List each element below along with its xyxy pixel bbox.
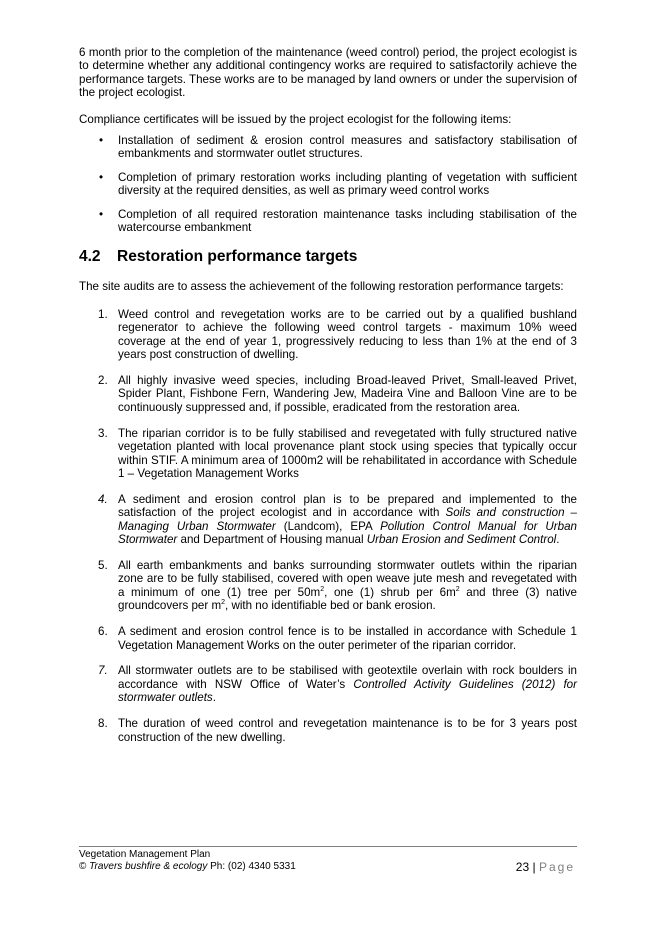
paragraph-intro: The site audits are to assess the achievement of the following restoration performance targets: (79, 280, 564, 294)
paragraph-contingency: 6 month prior to the completion of the maintenance (weed control) period, the project ecologist is to determine whether any additional contingency works are required to satisfactorily achieve the performance targets. These works are to be managed by land owners or under the supervision of the project ecologist. (79, 46, 577, 100)
bullet-icon: • (99, 134, 104, 148)
list-item: 1. Weed control and revegetation works are to be carried out by a qualified bushland regenerator to achieve the following weed control targets - maximum 10% weed coverage at the end of year 1, progressively reducing to less than 1% at the end of 3 years post construction of dwelling. (98, 307, 577, 362)
footer-company: Travers bushfire & ecology (89, 861, 208, 872)
footer-phone: Ph: (02) 4340 5331 (207, 861, 296, 872)
bullet-icon: • (99, 170, 104, 184)
footer-title: Vegetation Management Plan (79, 849, 211, 860)
section-number: 4.2 (79, 248, 101, 266)
list-item: 7. All stormwater outlets are to be stabilised with geotextile overlain with rock boulders in accordance with NSW Office of Water’s Controlled Activity Guidelines (2012) for stormwater outlets. (98, 664, 577, 705)
list-item: 8. The duration of weed control and revegetation maintenance is to be for 3 years post construction of the new dwelling. (98, 717, 577, 744)
list-item: 5. All earth embankments and banks surrounding stormwater outlets within the riparian zone are to be fully stabilised, covered with open weave jute mesh and revegetated with a minimum of one (1) tree per $50m^2$, one (1) shrub per $6m^2$ and three (3) native groundcovers per $m^2$, with no identifiable bed or bank erosion. (98, 558, 577, 613)
footer-contact (79, 861, 577, 873)
list-item: 4. A sediment and erosion control plan is to be prepared and implemented to the satisfaction of the project ecologist and in accordance with Soils and construction – Managing Urban Stormwater (Landcom), EPA Pollution Control Manual for Urban Stormwater and Department of Housing manual Urban Erosion and Sediment Control. (98, 492, 577, 547)
copyright-icon: © (79, 861, 87, 872)
page-number: 23 | Page (515, 860, 575, 874)
targets-list (79, 308, 577, 744)
bullet-icon: • (99, 207, 104, 221)
paragraph-compliance: Compliance certificates will be issued by the project ecologist for the following items: (79, 112, 512, 126)
list-item: 6. A sediment and erosion control fence is to be installed in accordance with Schedule 1 Vegetation Management Works on the outer perimeter of the riparian corridor. (98, 625, 577, 652)
list-item: 3. The riparian corridor is to be fully stabilised and revegetated with fully structured native vegetation planted with local provenance plant stock using species that typically occur within STIF. A minimum area of 1000m2 will be rehabilitated in accordance with Schedule 1 – Vegetation Management Works (98, 426, 577, 480)
list-item: • Completion of primary restoration works including planting of vegetation with sufficient diversity at the required densities, as well as primary weed control works (99, 170, 577, 198)
compliance-list (79, 134, 577, 234)
document-body (79, 46, 577, 756)
list-item: 2. All highly invasive weed species, including Broad-leaved Privet, Small-leaved Privet, Spider Plant, Fishbone Fern, Wandering Jew, Madeira Vine and Balloon Vine are to be continuously suppressed and, if possible, eradicated from the restoration area. (98, 374, 577, 414)
page-footer (79, 846, 577, 873)
section-heading (79, 248, 577, 266)
list-item: • Installation of sediment & erosion control measures and satisfactory stabilisation of embankments and stormwater outlet structures. (99, 134, 577, 161)
list-item: • Completion of all required restoration maintenance tasks including stabilisation of the watercourse embankment (99, 207, 577, 235)
section-title: Restoration performance targets (117, 248, 358, 266)
